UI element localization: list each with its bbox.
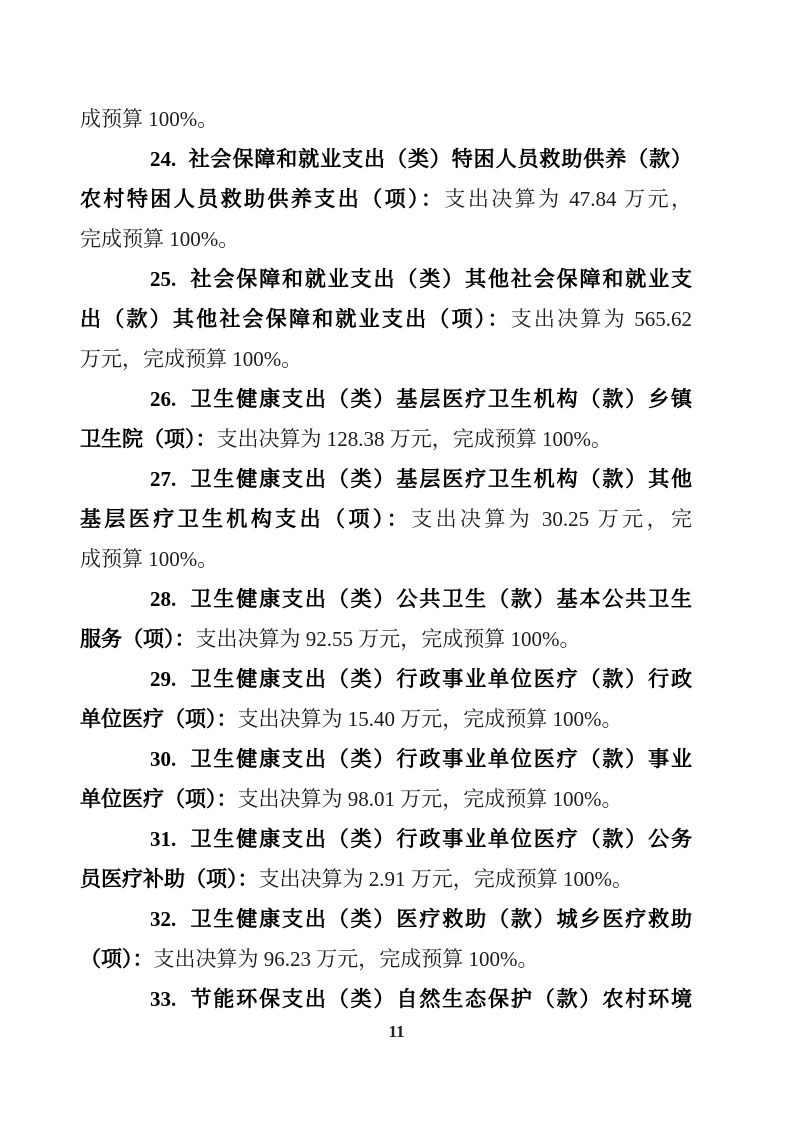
- item-heading-text: 32. 卫生健康支出（类）医疗救助（款）城乡医疗救助: [150, 907, 692, 931]
- item-heading-text: 员医疗补助（项）：: [80, 867, 259, 891]
- text-line-22: [80, 939, 692, 979]
- item-heading-text: 服务（项）：: [80, 627, 196, 651]
- item-heading-text: 农村特困人员救助供养支出（项）：: [80, 187, 445, 211]
- text-line-8: [80, 379, 692, 419]
- item-heading-text: 29. 卫生健康支出（类）行政事业单位医疗（款）行政: [150, 667, 692, 691]
- item-heading-text: （项）：: [80, 947, 154, 971]
- item-heading-text: 24. 社会保障和就业支出（类）特困人员救助供养（款）: [150, 147, 692, 171]
- text-line-20: [80, 859, 692, 899]
- page-number: 11: [388, 1022, 405, 1041]
- item-value-text: 支出决算为 2.91 万元，完成预算 100%。: [258, 867, 633, 891]
- item-heading-text: 27. 卫生健康支出（类）基层医疗卫生机构（款）其他: [150, 467, 692, 491]
- item-value-text: 支出决算为 30.25 万元，完: [411, 507, 692, 531]
- text-line-17: [80, 739, 692, 779]
- text-line-9: [80, 419, 692, 459]
- item-heading-text: 单位医疗（项）：: [80, 707, 238, 731]
- text-line-5: [80, 259, 692, 299]
- text-line-2: [80, 139, 692, 179]
- text-line-12: [80, 539, 692, 579]
- text-line-23: [80, 979, 692, 1019]
- item-value-text: 支出决算为 128.38 万元，完成预算 100%。: [216, 427, 612, 451]
- text-line-3: [80, 179, 692, 219]
- text-line-11: [80, 499, 692, 539]
- item-value-text: 支出决算为 98.01 万元，完成预算 100%。: [237, 787, 623, 811]
- item-heading-text: 28. 卫生健康支出（类）公共卫生（款）基本公共卫生: [150, 587, 692, 611]
- item-heading-text: 卫生院（项）：: [80, 427, 217, 451]
- text-line-7: [80, 339, 692, 379]
- item-heading-text: 基层医疗卫生机构支出（项）：: [80, 507, 412, 531]
- item-value-text: 支出决算为 92.55 万元，完成预算 100%。: [195, 627, 581, 651]
- item-heading-text: 31. 卫生健康支出（类）行政事业单位医疗（款）公务: [150, 827, 692, 851]
- item-heading-text: 25. 社会保障和就业支出（类）其他社会保障和就业支: [150, 267, 692, 291]
- text-line-18: [80, 779, 692, 819]
- item-heading-text: 单位医疗（项）：: [80, 787, 238, 811]
- text-line-4: [80, 219, 692, 259]
- document-body: [80, 99, 692, 1019]
- item-value-text: 支出决算为 15.40 万元，完成预算 100%。: [237, 707, 623, 731]
- item-value-text: 支出决算为 96.23 万元，完成预算 100%。: [153, 947, 539, 971]
- text-line-16: [80, 699, 692, 739]
- item-value-text: 成预算 100%。: [80, 547, 219, 571]
- text-line-10: [80, 459, 692, 499]
- text-line-21: [80, 899, 692, 939]
- item-heading-text: 30. 卫生健康支出（类）行政事业单位医疗（款）事业: [150, 747, 692, 771]
- item-value-text: 成预算 100%。: [80, 107, 219, 131]
- item-value-text: 支出决算为 47.84 万元，: [444, 187, 693, 211]
- item-heading-text: 26. 卫生健康支出（类）基层医疗卫生机构（款）乡镇: [150, 387, 692, 411]
- item-value-text: 万元，完成预算 100%。: [80, 347, 303, 371]
- text-line-6: [80, 299, 692, 339]
- text-line-14: [80, 619, 692, 659]
- item-value-text: 支出决算为 565.62: [510, 307, 693, 331]
- text-line-1: [80, 99, 692, 139]
- item-heading-text: 33. 节能环保支出（类）自然生态保护（款）农村环境: [150, 987, 692, 1011]
- item-value-text: 完成预算 100%。: [80, 227, 240, 251]
- text-line-15: [80, 659, 692, 699]
- text-line-19: [80, 819, 692, 859]
- text-line-13: [80, 579, 692, 619]
- item-heading-text: 出（款）其他社会保障和就业支出（项）：: [80, 307, 511, 331]
